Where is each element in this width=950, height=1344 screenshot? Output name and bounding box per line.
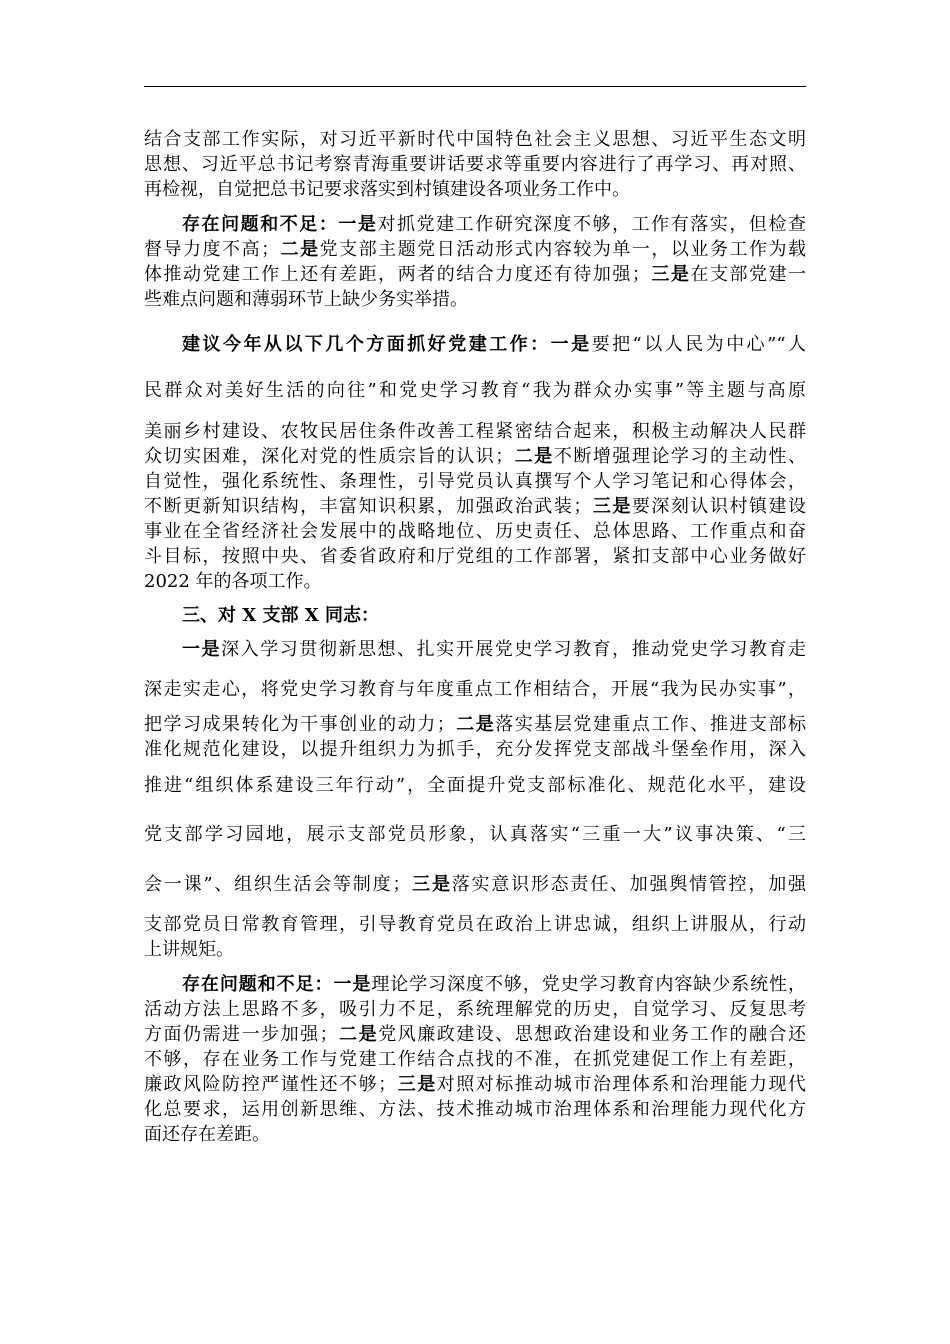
- text-run: 不断更新知识结构，丰富知识积累，加强政治武装；: [144, 496, 592, 517]
- bold-run: 二是: [513, 446, 554, 467]
- bold-run: 存在问题和不足：一是: [182, 974, 372, 995]
- text-line: [144, 378, 806, 404]
- text-line: [144, 444, 806, 470]
- bold-run: 三是: [396, 1074, 437, 1095]
- text-run: 党支部主题党日活动形式内容较为单一，以业务工作为载: [319, 239, 807, 260]
- text-line: [144, 519, 806, 545]
- bold-run: 一是: [182, 639, 222, 660]
- text-run: 会一课”、组织生活会等制度；: [144, 874, 411, 895]
- text-run: 要把“以人民为中心”“人: [591, 334, 806, 355]
- text-line: [144, 997, 806, 1023]
- text-run: 理论学习深度不够，党史学习教育内容缺少系统性，: [371, 974, 806, 995]
- bold-run: 三、对 X 支部 X 同志：: [182, 605, 379, 626]
- text-line: [144, 419, 806, 445]
- text-run: 事业在全省经济社会发展中的战略地位、历史责任、总体思路、工作重点和奋: [144, 521, 806, 542]
- bold-run: 三是: [591, 496, 632, 517]
- bold-run: 建议今年从以下几个方面抓好党建工作：一是: [182, 334, 592, 355]
- text-run: 把学习成果转化为干事创业的动力；: [144, 714, 455, 735]
- text-line: [144, 262, 806, 288]
- text-run: 要深刻认识村镇建设: [631, 496, 807, 517]
- text-run: 再检视，自觉把总书记要求落实到村镇建设各项业务工作中。: [144, 179, 630, 200]
- bold-run: 三是: [649, 264, 691, 285]
- text-run: 活动方法上思路不多，吸引力不足，系统理解党的历史，自觉学习、反复思考: [144, 999, 806, 1020]
- text-run: 党风廉政建设、思想政治建设和业务工作的融合还: [378, 1024, 807, 1045]
- bold-run: 二是: [454, 714, 496, 735]
- bold-run: 二是: [279, 239, 320, 260]
- text-line: [144, 544, 806, 570]
- text-line: [144, 912, 806, 938]
- text-line: [182, 212, 806, 238]
- text-run: 些难点问题和薄弱环节上缺少务实举措。: [144, 289, 468, 310]
- text-line: [144, 152, 806, 178]
- text-line: [144, 677, 806, 703]
- text-run: 对抓党建工作研究深度不够，工作有落实，但检查: [377, 214, 806, 235]
- text-line: [144, 287, 806, 313]
- text-run: 美丽乡村建设、农牧民居住条件改善工程紧密结合起来，积极主动解决人民群: [144, 421, 806, 442]
- text-run: 面还存在差距。: [144, 1124, 270, 1145]
- text-run: 2022 年的各项工作。: [144, 571, 322, 592]
- text-run: 化总要求，运用创新思维、方法、技术推动城市治理体系和治理能力现代化方: [144, 1099, 806, 1120]
- text-run: 准化规范化建设，以提升组织力为抓手，充分发挥党支部战斗堡垒作用，深入: [144, 739, 806, 760]
- text-line: [144, 712, 806, 738]
- text-line: [144, 822, 806, 848]
- text-line: [144, 737, 806, 763]
- section-heading: [182, 603, 806, 629]
- text-run: 民群众对美好生活的向往”和党史学习教育“我为群众办实事”等主题与高原: [144, 380, 806, 401]
- text-run: 在支部党建一: [690, 264, 807, 285]
- text-run: 上讲规矩。: [144, 939, 234, 960]
- text-line: [144, 177, 806, 203]
- text-line: [144, 494, 806, 520]
- header-rule: [144, 86, 806, 87]
- text-run: 自觉性，强化系统性、条理性，引导党员认真撰写个人学习笔记和心得体会，: [144, 471, 806, 492]
- text-line: [144, 1022, 806, 1048]
- text-run: 众切实困难，深化对党的性质宗旨的认识；: [144, 446, 514, 467]
- text-run: 推进“组织体系建设三年行动”，全面提升党支部标准化、规范化水平，建设: [144, 775, 806, 796]
- bold-run: 三是: [410, 874, 452, 895]
- text-run: 不断增强理论学习的主动性、: [553, 446, 807, 467]
- text-line: [144, 1122, 806, 1148]
- text-run: 对照对标推动城市治理体系和治理能力现代: [436, 1074, 807, 1095]
- text-line: [144, 1072, 806, 1098]
- bold-run: 存在问题和不足：一是: [182, 214, 378, 235]
- text-line: [144, 237, 806, 263]
- text-line: [144, 937, 806, 963]
- text-run: 督导力度不高；: [144, 239, 280, 260]
- text-run: 党支部学习园地，展示支部党员形象，认真落实“三重一大”议事决策、“三: [144, 824, 806, 845]
- text-run: 结合支部工作实际，对习近平新时代中国特色社会主义思想、习近平生态文明: [144, 129, 806, 150]
- text-run: 支部党员日常教育管理，引导教育党员在政治上讲忠诚，组织上讲服从，行动: [144, 914, 806, 935]
- text-line: [144, 773, 806, 799]
- text-line: [144, 1047, 806, 1073]
- text-run: 体推动党建工作上还有差距，两者的结合力度还有待加强；: [144, 264, 650, 285]
- text-line: [182, 972, 806, 998]
- text-run: 落实意识形态责任、加强舆情管控，加强: [451, 874, 807, 895]
- text-line: [144, 872, 806, 898]
- text-line: [144, 1097, 806, 1123]
- text-line: [182, 332, 806, 358]
- text-run: 方面仍需进一步加强；: [144, 1024, 338, 1045]
- text-line: [144, 569, 806, 595]
- text-run: 落实基层党建重点工作、推进支部标: [495, 714, 807, 735]
- text-run: 深走实走心，将党史学习教育与年度重点工作相结合，开展“我为民办实事”，: [144, 679, 806, 700]
- bold-run: 二是: [337, 1024, 379, 1045]
- text-run: 深入学习贯彻新思想、扎实开展党史学习教育，推动党史学习教育走: [221, 639, 807, 660]
- text-line: [182, 637, 806, 663]
- text-line: [144, 469, 806, 495]
- text-run: 斗目标，按照中央、省委省政府和厅党组的工作部署，紧扣支部中心业务做好: [144, 546, 806, 567]
- text-run: 不够，存在业务工作与党建工作结合点找的不准，在抓党建促工作上有差距，: [144, 1049, 806, 1070]
- text-line: [144, 127, 806, 153]
- text-run: 廉政风险防控严谨性还不够；: [144, 1074, 397, 1095]
- text-run: 思想、习近平总书记考察青海重要讲话要求等重要内容进行了再学习、再对照、: [144, 154, 806, 175]
